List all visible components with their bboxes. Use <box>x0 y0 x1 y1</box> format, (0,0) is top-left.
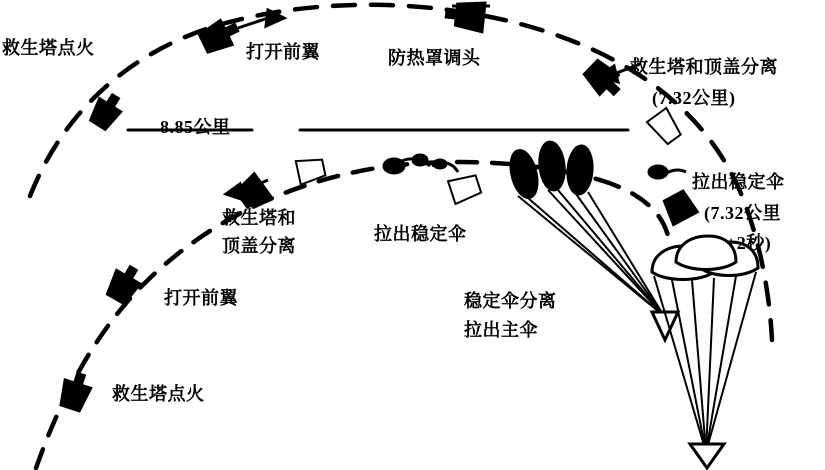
capsule-icon <box>57 155 482 413</box>
label-drogue-separation-line2: 拉出主伞 <box>464 320 538 340</box>
label-open-forward-wing-upper: 打开前翼 <box>246 42 320 62</box>
label-heat-shield-turnaround: 防热罩调头 <box>388 48 481 68</box>
lower-trajectory-arc <box>36 162 600 468</box>
label-tower-cap-separation-left-line1: 救生塔和 <box>222 208 296 228</box>
label-tower-cap-separation-left-line2: 顶盖分离 <box>222 236 296 256</box>
label-pull-out-drogue-center: 拉出稳定伞 <box>374 224 467 244</box>
label-apogee-altitude: 8.85公里 <box>160 117 231 137</box>
label-escape-tower-ignition-upper: 救生塔点火 <box>2 38 95 58</box>
label-tower-cap-separation-right-altitude: (7.32公里) <box>652 88 736 108</box>
label-open-forward-wing-lower: 打开前翼 <box>164 288 238 308</box>
landing-capsule-icon <box>690 444 724 468</box>
label-drogue-separation-line1: 稳定伞分离 <box>464 291 557 311</box>
capsule-icon <box>87 0 698 225</box>
label-pull-out-drogue-right-delay: +2秒) <box>726 233 772 253</box>
label-pull-out-drogue-right: 拉出稳定伞 <box>692 172 785 192</box>
label-tower-cap-separation-right: 救生塔和顶盖分离 <box>630 57 778 77</box>
label-pull-out-drogue-right-altitude: (7.32公里 <box>704 203 781 223</box>
main-parachute-cluster-icon <box>652 236 758 468</box>
label-escape-tower-ignition-lower: 救生塔点火 <box>112 384 205 404</box>
